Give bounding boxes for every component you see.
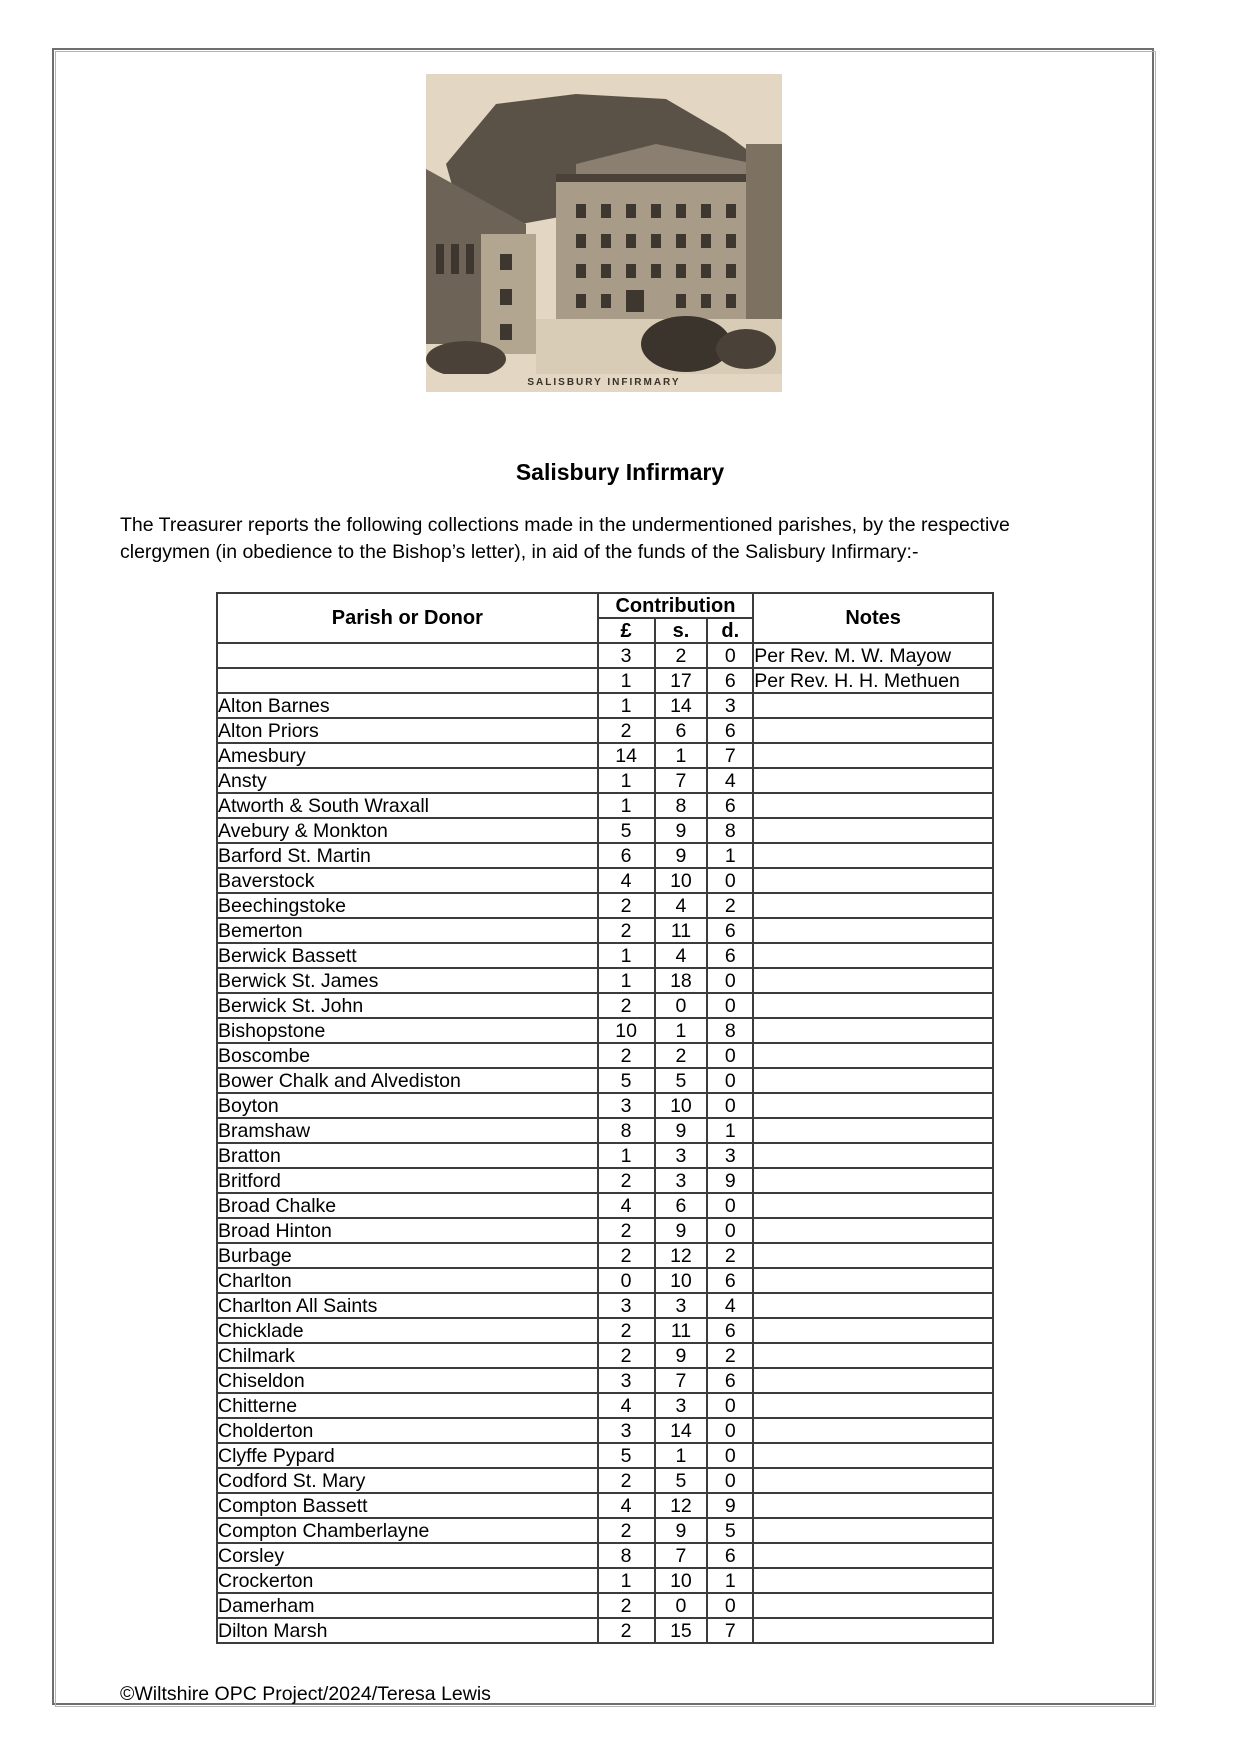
pence-cell: 6 — [707, 918, 753, 943]
notes-cell — [753, 843, 993, 868]
shillings-cell: 14 — [655, 1418, 708, 1443]
parish-cell: Burbage — [217, 1243, 598, 1268]
pence-cell: 5 — [707, 1518, 753, 1543]
pounds-cell: 6 — [598, 843, 655, 868]
notes-cell — [753, 1518, 993, 1543]
table-row — [217, 818, 993, 843]
shillings-cell: 3 — [655, 1168, 708, 1193]
table-row — [217, 1543, 993, 1568]
notes-cell — [753, 1468, 993, 1493]
shillings-cell: 2 — [655, 643, 708, 668]
notes-cell — [753, 1018, 993, 1043]
table-row — [217, 893, 993, 918]
parish-cell: Barford St. Martin — [217, 843, 598, 868]
header-pence: d. — [707, 618, 753, 643]
notes-cell: Per Rev. M. W. Mayow — [753, 643, 993, 668]
pence-cell: 7 — [707, 1618, 753, 1643]
notes-cell — [753, 793, 993, 818]
parish-cell: Britford — [217, 1168, 598, 1193]
pence-cell: 6 — [707, 943, 753, 968]
parish-cell: Atworth & South Wraxall — [217, 793, 598, 818]
pence-cell: 0 — [707, 1193, 753, 1218]
pence-cell: 6 — [707, 1543, 753, 1568]
shillings-cell: 6 — [655, 1193, 708, 1218]
parish-cell: Baverstock — [217, 868, 598, 893]
shillings-cell: 3 — [655, 1393, 708, 1418]
parish-cell: Cholderton — [217, 1418, 598, 1443]
table-row — [217, 1618, 993, 1643]
pounds-cell: 2 — [598, 1243, 655, 1268]
notes-cell: Per Rev. H. H. Methuen — [753, 668, 993, 693]
pounds-cell: 4 — [598, 1193, 655, 1218]
table-row — [217, 1443, 993, 1468]
table-row — [217, 1318, 993, 1343]
notes-cell — [753, 1343, 993, 1368]
shillings-cell: 4 — [655, 943, 708, 968]
parish-cell: Bemerton — [217, 918, 598, 943]
notes-cell — [753, 693, 993, 718]
table-row — [217, 1393, 993, 1418]
contributions-table — [216, 592, 994, 1644]
shillings-cell: 7 — [655, 1368, 708, 1393]
notes-cell — [753, 1443, 993, 1468]
notes-cell — [753, 918, 993, 943]
pounds-cell: 14 — [598, 743, 655, 768]
parish-cell: Avebury & Monkton — [217, 818, 598, 843]
table-row — [217, 1468, 993, 1493]
pence-cell: 9 — [707, 1168, 753, 1193]
pence-cell: 0 — [707, 868, 753, 893]
shillings-cell: 9 — [655, 818, 708, 843]
shillings-cell: 4 — [655, 893, 708, 918]
shillings-cell: 8 — [655, 793, 708, 818]
building-illustration — [426, 74, 782, 374]
pence-cell: 2 — [707, 1243, 753, 1268]
header-parish: Parish or Donor — [217, 593, 598, 643]
shillings-cell: 5 — [655, 1068, 708, 1093]
pence-cell: 9 — [707, 1493, 753, 1518]
table-row — [217, 1368, 993, 1393]
shillings-cell: 2 — [655, 1043, 708, 1068]
notes-cell — [753, 893, 993, 918]
table-row — [217, 1493, 993, 1518]
parish-cell: Berwick St. John — [217, 993, 598, 1018]
header-contribution: Contribution — [598, 593, 754, 618]
parish-cell: Berwick Bassett — [217, 943, 598, 968]
table-row — [217, 1593, 993, 1618]
pounds-cell: 2 — [598, 893, 655, 918]
pence-cell: 0 — [707, 1393, 753, 1418]
parish-cell: Boscombe — [217, 1043, 598, 1068]
table-row — [217, 918, 993, 943]
table-row — [217, 668, 993, 693]
pounds-cell: 1 — [598, 768, 655, 793]
parish-cell: Damerham — [217, 1593, 598, 1618]
pence-cell: 1 — [707, 843, 753, 868]
table-row — [217, 1418, 993, 1443]
pounds-cell: 3 — [598, 643, 655, 668]
intro-paragraph: The Treasurer reports the following collections made in the undermentioned parishes, by the respective clergymen (in obedience to the Bishop’s letter), in aid of the funds of the Salisbury Infirmary:- — [120, 514, 1010, 563]
pence-cell: 0 — [707, 1418, 753, 1443]
pounds-cell: 5 — [598, 818, 655, 843]
pence-cell: 7 — [707, 743, 753, 768]
shillings-cell: 11 — [655, 1318, 708, 1343]
notes-cell — [753, 1243, 993, 1268]
table-row — [217, 1143, 993, 1168]
pence-cell: 0 — [707, 1068, 753, 1093]
shillings-cell: 18 — [655, 968, 708, 993]
parish-cell: Bower Chalk and Alvediston — [217, 1068, 598, 1093]
notes-cell — [753, 1568, 993, 1593]
notes-cell — [753, 1318, 993, 1343]
header-notes: Notes — [753, 593, 993, 643]
parish-cell: Chilmark — [217, 1343, 598, 1368]
shillings-cell: 17 — [655, 668, 708, 693]
notes-cell — [753, 868, 993, 893]
pounds-cell: 3 — [598, 1293, 655, 1318]
shillings-cell: 1 — [655, 743, 708, 768]
parish-cell: Crockerton — [217, 1568, 598, 1593]
pence-cell: 6 — [707, 1368, 753, 1393]
notes-cell — [753, 1618, 993, 1643]
pounds-cell: 2 — [598, 718, 655, 743]
pence-cell: 0 — [707, 1593, 753, 1618]
shillings-cell: 3 — [655, 1143, 708, 1168]
notes-cell — [753, 1168, 993, 1193]
pounds-cell: 2 — [598, 1218, 655, 1243]
shillings-cell: 12 — [655, 1243, 708, 1268]
pounds-cell: 1 — [598, 693, 655, 718]
table-row — [217, 793, 993, 818]
parish-cell: Compton Chamberlayne — [217, 1518, 598, 1543]
pounds-cell: 10 — [598, 1018, 655, 1043]
pounds-cell: 2 — [598, 1618, 655, 1643]
notes-cell — [753, 993, 993, 1018]
parish-cell: Codford St. Mary — [217, 1468, 598, 1493]
notes-cell — [753, 768, 993, 793]
shillings-cell: 9 — [655, 843, 708, 868]
pounds-cell: 1 — [598, 1568, 655, 1593]
pounds-cell: 3 — [598, 1093, 655, 1118]
notes-cell — [753, 1193, 993, 1218]
notes-cell — [753, 1418, 993, 1443]
parish-cell: Bramshaw — [217, 1118, 598, 1143]
parish-cell: Charlton — [217, 1268, 598, 1293]
notes-cell — [753, 818, 993, 843]
shillings-cell: 10 — [655, 1268, 708, 1293]
table-row — [217, 1043, 993, 1068]
notes-cell — [753, 968, 993, 993]
shillings-cell: 7 — [655, 768, 708, 793]
pence-cell: 0 — [707, 1443, 753, 1468]
shillings-cell: 9 — [655, 1343, 708, 1368]
parish-cell: Chitterne — [217, 1393, 598, 1418]
parish-cell: Amesbury — [217, 743, 598, 768]
parish-cell: Chicklade — [217, 1318, 598, 1343]
header-shillings: s. — [655, 618, 708, 643]
notes-cell — [753, 1093, 993, 1118]
pounds-cell: 2 — [598, 1343, 655, 1368]
shillings-cell: 1 — [655, 1018, 708, 1043]
table-header-row — [217, 593, 993, 618]
pounds-cell: 4 — [598, 1393, 655, 1418]
pounds-cell: 2 — [598, 1168, 655, 1193]
pence-cell: 3 — [707, 1143, 753, 1168]
table-row — [217, 1343, 993, 1368]
parish-cell — [217, 643, 598, 668]
notes-cell — [753, 1143, 993, 1168]
copyright-footer: ©Wiltshire OPC Project/2024/Teresa Lewis — [120, 1683, 491, 1705]
pounds-cell: 8 — [598, 1543, 655, 1568]
parish-cell: Broad Hinton — [217, 1218, 598, 1243]
shillings-cell: 10 — [655, 1093, 708, 1118]
table-row — [217, 868, 993, 893]
table-row — [217, 743, 993, 768]
pence-cell: 6 — [707, 1318, 753, 1343]
notes-cell — [753, 743, 993, 768]
notes-cell — [753, 1043, 993, 1068]
pence-cell: 0 — [707, 1468, 753, 1493]
shillings-cell: 15 — [655, 1618, 708, 1643]
shillings-cell: 14 — [655, 693, 708, 718]
parish-cell: Clyffe Pypard — [217, 1443, 598, 1468]
shillings-cell: 9 — [655, 1518, 708, 1543]
table-row — [217, 1243, 993, 1268]
table-row — [217, 1218, 993, 1243]
table-row — [217, 1168, 993, 1193]
shillings-cell: 7 — [655, 1543, 708, 1568]
parish-cell: Alton Priors — [217, 718, 598, 743]
pence-cell: 0 — [707, 1043, 753, 1068]
pounds-cell: 2 — [598, 1518, 655, 1543]
pence-cell: 8 — [707, 818, 753, 843]
notes-cell — [753, 1493, 993, 1518]
table-row — [217, 768, 993, 793]
table-row — [217, 943, 993, 968]
shillings-cell: 9 — [655, 1118, 708, 1143]
pounds-cell: 1 — [598, 968, 655, 993]
parish-cell: Corsley — [217, 1543, 598, 1568]
pence-cell: 4 — [707, 1293, 753, 1318]
pence-cell: 3 — [707, 693, 753, 718]
parish-cell: Bratton — [217, 1143, 598, 1168]
table-row — [217, 1293, 993, 1318]
pounds-cell: 2 — [598, 993, 655, 1018]
pounds-cell: 1 — [598, 943, 655, 968]
pounds-cell: 2 — [598, 1043, 655, 1068]
header-pounds: £ — [598, 618, 655, 643]
notes-cell — [753, 1543, 993, 1568]
pounds-cell: 3 — [598, 1418, 655, 1443]
table-row — [217, 1268, 993, 1293]
shillings-cell: 12 — [655, 1493, 708, 1518]
notes-cell — [753, 1368, 993, 1393]
parish-cell: Boyton — [217, 1093, 598, 1118]
parish-cell: Broad Chalke — [217, 1193, 598, 1218]
pounds-cell: 4 — [598, 1493, 655, 1518]
pounds-cell: 0 — [598, 1268, 655, 1293]
parish-cell: Dilton Marsh — [217, 1618, 598, 1643]
table-row — [217, 1518, 993, 1543]
shillings-cell: 5 — [655, 1468, 708, 1493]
table-row — [217, 993, 993, 1018]
table-row — [217, 968, 993, 993]
pounds-cell: 2 — [598, 1468, 655, 1493]
table-row — [217, 1118, 993, 1143]
pounds-cell: 2 — [598, 918, 655, 943]
pounds-cell: 8 — [598, 1118, 655, 1143]
shillings-cell: 11 — [655, 918, 708, 943]
table-row — [217, 1018, 993, 1043]
pence-cell: 6 — [707, 718, 753, 743]
pounds-cell: 2 — [598, 1318, 655, 1343]
notes-cell — [753, 718, 993, 743]
shillings-cell: 9 — [655, 1218, 708, 1243]
shillings-cell: 0 — [655, 1593, 708, 1618]
table-row — [217, 718, 993, 743]
notes-cell — [753, 1118, 993, 1143]
pence-cell: 2 — [707, 1343, 753, 1368]
shillings-cell: 10 — [655, 1568, 708, 1593]
pence-cell: 0 — [707, 968, 753, 993]
shillings-cell: 1 — [655, 1443, 708, 1468]
parish-cell: Compton Bassett — [217, 1493, 598, 1518]
notes-cell — [753, 943, 993, 968]
notes-cell — [753, 1393, 993, 1418]
parish-cell: Charlton All Saints — [217, 1293, 598, 1318]
table-row — [217, 843, 993, 868]
parish-cell: Chiseldon — [217, 1368, 598, 1393]
pounds-cell: 3 — [598, 1368, 655, 1393]
table-row — [217, 1568, 993, 1593]
pence-cell: 1 — [707, 1568, 753, 1593]
shillings-cell: 3 — [655, 1293, 708, 1318]
parish-cell: Bishopstone — [217, 1018, 598, 1043]
parish-cell — [217, 668, 598, 693]
pounds-cell: 2 — [598, 1593, 655, 1618]
parish-cell: Berwick St. James — [217, 968, 598, 993]
pence-cell: 6 — [707, 668, 753, 693]
notes-cell — [753, 1068, 993, 1093]
pounds-cell: 1 — [598, 668, 655, 693]
table-body — [217, 643, 993, 1643]
table-row — [217, 643, 993, 668]
table-row — [217, 1068, 993, 1093]
pounds-cell: 1 — [598, 1143, 655, 1168]
image-caption: SALISBURY INFIRMARY — [527, 377, 681, 388]
infirmary-engraving-image — [426, 74, 782, 392]
shillings-cell: 0 — [655, 993, 708, 1018]
parish-cell: Beechingstoke — [217, 893, 598, 918]
pence-cell: 0 — [707, 1218, 753, 1243]
pounds-cell: 5 — [598, 1443, 655, 1468]
pence-cell: 4 — [707, 768, 753, 793]
parish-cell: Ansty — [217, 768, 598, 793]
pence-cell: 6 — [707, 793, 753, 818]
pence-cell: 0 — [707, 993, 753, 1018]
pence-cell: 1 — [707, 1118, 753, 1143]
table-row — [217, 693, 993, 718]
pounds-cell: 1 — [598, 793, 655, 818]
pence-cell: 2 — [707, 893, 753, 918]
parish-cell: Alton Barnes — [217, 693, 598, 718]
notes-cell — [753, 1218, 993, 1243]
shillings-cell: 10 — [655, 868, 708, 893]
pounds-cell: 4 — [598, 868, 655, 893]
table-row — [217, 1093, 993, 1118]
notes-cell — [753, 1268, 993, 1293]
pence-cell: 6 — [707, 1268, 753, 1293]
page-title: Salisbury Infirmary — [515, 459, 725, 485]
table-row — [217, 1193, 993, 1218]
notes-cell — [753, 1593, 993, 1618]
pence-cell: 0 — [707, 643, 753, 668]
notes-cell — [753, 1293, 993, 1318]
pence-cell: 0 — [707, 1093, 753, 1118]
pounds-cell: 5 — [598, 1068, 655, 1093]
pence-cell: 8 — [707, 1018, 753, 1043]
shillings-cell: 6 — [655, 718, 708, 743]
